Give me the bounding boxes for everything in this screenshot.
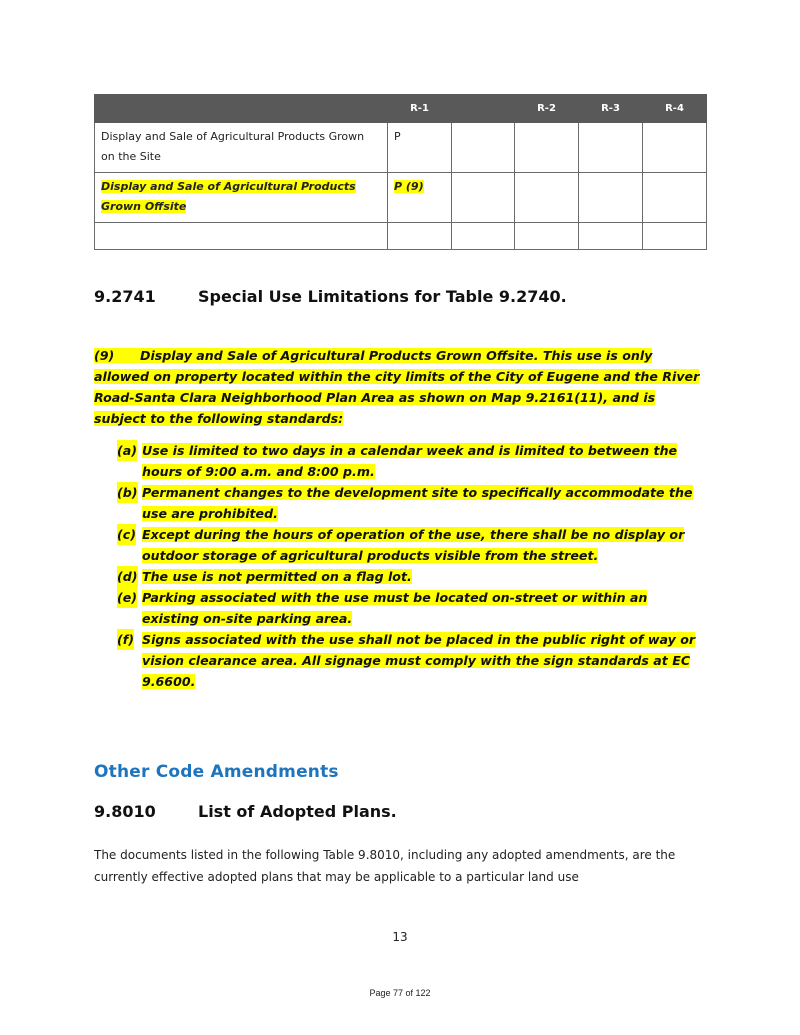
header-cell: R-1: [388, 95, 452, 123]
highlighted-r1-text: P (9): [394, 180, 424, 193]
use-cell: [95, 173, 388, 223]
empty-cell: [452, 173, 515, 223]
section-heading-9-2741: [94, 287, 567, 306]
section-title: Special Use Limitations for Table 9.2740.: [198, 287, 567, 306]
item-label: (c): [117, 524, 136, 545]
item-label: (b): [117, 482, 138, 503]
note-number: (9): [94, 348, 115, 363]
item-text: Except during the hours of operation of the use, there shall be no display or outdoor storage of agricultural products visible from the street.: [142, 527, 685, 563]
empty-cell: [643, 223, 707, 250]
list-item: [117, 566, 707, 587]
table-row: [95, 123, 707, 173]
zoning-table: [94, 94, 707, 250]
table-row: [95, 173, 707, 223]
note-text: Display and Sale of Agricultural Products Grown Offsite. This use is only allowed on property located within the city limits of the City of Eugene and the River Road-Santa Clara Neighborhood Plan Area as shown on Map 9.2161(11), and is subject to the following standards:: [94, 348, 700, 426]
empty-cell: [452, 123, 515, 173]
page-number: 13: [392, 930, 408, 944]
item-label: (a): [117, 440, 137, 461]
header-cell: R-2: [515, 95, 579, 123]
list-item: [117, 629, 707, 692]
page-footer: Page 77 of 122: [369, 988, 431, 998]
table-header-row: [95, 95, 707, 123]
empty-cell: [643, 123, 707, 173]
r1-cell: [388, 223, 452, 250]
use-cell: [95, 223, 388, 250]
list-item: [117, 524, 707, 566]
item-text: Permanent changes to the development site to specifically accommodate the use are prohibited.: [142, 485, 693, 521]
header-cell: R-3: [579, 95, 643, 123]
list-item: [117, 440, 707, 482]
header-cell: [452, 95, 515, 123]
empty-cell: [579, 173, 643, 223]
empty-cell: [579, 223, 643, 250]
r1-cell: [388, 173, 452, 223]
empty-cell: [515, 173, 579, 223]
use-cell: Display and Sale of Agricultural Products Grown on the Site: [95, 123, 388, 173]
r1-cell: P: [388, 123, 452, 173]
empty-cell: [515, 123, 579, 173]
item-text: The use is not permitted on a flag lot.: [142, 569, 412, 584]
item-label: (f): [117, 629, 134, 650]
list-item: [117, 587, 707, 629]
item-text: Use is limited to two days in a calendar week and is limited to between the hours of 9:00 a.m. and 8:00 p.m.: [142, 443, 678, 479]
table-row: [95, 223, 707, 250]
standards-list: [117, 440, 707, 692]
item-text: Parking associated with the use must be located on-street or within an existing on-site parking area.: [142, 590, 648, 626]
other-code-amendments-heading: Other Code Amendments: [94, 762, 339, 782]
note-9: [94, 345, 706, 429]
empty-cell: [452, 223, 515, 250]
section-title: List of Adopted Plans.: [198, 802, 397, 821]
item-text: Signs associated with the use shall not be placed in the public right of way or vision clearance area. All signage must comply with the sign standards at EC 9.6600.: [142, 632, 696, 689]
item-label: (e): [117, 587, 137, 608]
header-cell: [95, 95, 388, 123]
highlighted-use-text: Display and Sale of Agricultural Products Grown Offsite: [101, 180, 356, 213]
header-cell: R-4: [643, 95, 707, 123]
empty-cell: [643, 173, 707, 223]
section-number: 9.8010: [94, 802, 156, 821]
item-label: (d): [117, 566, 138, 587]
section-heading-9-8010: [94, 802, 397, 821]
empty-cell: [515, 223, 579, 250]
empty-cell: [579, 123, 643, 173]
list-item: [117, 482, 707, 524]
section-number: 9.2741: [94, 287, 156, 306]
body-paragraph: The documents listed in the following Table 9.8010, including any adopted amendments, are the currently effective adopted plans that may be applicable to a particular land use: [94, 848, 676, 884]
